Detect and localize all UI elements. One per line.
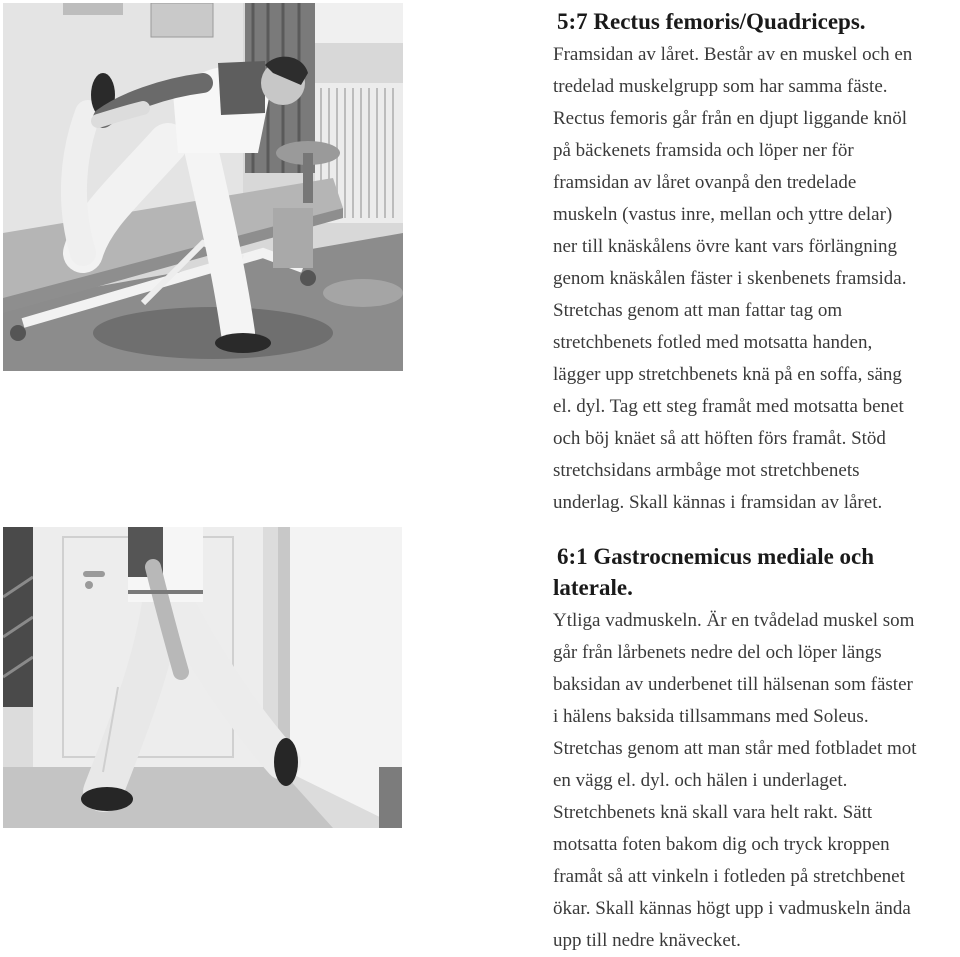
text-line: el. dyl. Tag ett steg framåt med motsatta benet bbox=[553, 396, 904, 417]
gastrocnemius-description bbox=[553, 605, 960, 957]
text-line: motsatta foten bakom dig och tryck kroppen bbox=[553, 834, 890, 855]
text-line: Rectus femoris går från en djupt liggande knöl bbox=[553, 108, 908, 129]
text-line: underlag. Skall kännas i framsidan av låret. bbox=[553, 492, 883, 513]
text-line: i hälens baksida tillsammans med Soleus. bbox=[553, 706, 869, 727]
text-line: upp till nedre knävecket. bbox=[553, 930, 741, 951]
text-line: på bäckenets framsida och löper ner för bbox=[553, 140, 854, 161]
text-line: muskeln (vastus inre, mellan och yttre delar) bbox=[553, 204, 893, 225]
text-line: Framsidan av låret. Består av en muskel och en bbox=[553, 44, 913, 65]
quadriceps-heading bbox=[553, 6, 960, 37]
quadriceps-section bbox=[553, 6, 960, 519]
text-line: lägger upp stretchbenets knä på en soffa, säng bbox=[553, 364, 902, 385]
text-line: Stretchas genom att man fattar tag om bbox=[553, 300, 843, 321]
text-line: Ytliga vadmuskeln. Är en tvådelad muskel som bbox=[553, 610, 915, 631]
text-line: stretchsidans armbåge mot stretchbenets bbox=[553, 460, 860, 481]
text-line: stretchbenets fotled med motsatta handen, bbox=[553, 332, 873, 353]
gastrocnemius-heading bbox=[553, 541, 960, 603]
heading-line: laterale. bbox=[553, 575, 633, 600]
quadriceps-stretch-photo bbox=[3, 3, 403, 371]
text-line: en vägg el. dyl. och hälen i underlaget. bbox=[553, 770, 848, 791]
text-line: ökar. Skall kännas högt upp i vadmuskeln ända bbox=[553, 898, 911, 919]
text-line: och böj knäet så att höften förs framåt. Stöd bbox=[553, 428, 886, 449]
text-line: tredelad muskelgrupp som har samma fäste. bbox=[553, 76, 888, 97]
calf-stretch-illustration bbox=[3, 527, 402, 828]
heading-line: 6:1 Gastrocnemicus mediale och bbox=[557, 544, 875, 569]
quadriceps-stretch-illustration bbox=[3, 3, 403, 371]
text-line: Stretchas genom att man står med fotbladet mot bbox=[553, 738, 917, 759]
text-line: Stretchbenets knä skall vara helt rakt. Sätt bbox=[553, 802, 873, 823]
text-line: går från lårbenets nedre del och löper längs bbox=[553, 642, 882, 663]
text-line: framåt så att vinkeln i fotleden på stretchbenet bbox=[553, 866, 905, 887]
quadriceps-description bbox=[553, 39, 960, 519]
text-line: framsidan av låret ovanpå den tredelade bbox=[553, 172, 857, 193]
text-line: ner till knäskålens övre kant vars förlängning bbox=[553, 236, 898, 257]
text-line: baksidan av underbenet till hälsenan som fäster bbox=[553, 674, 913, 695]
heading-line: 5:7 Rectus femoris/Quadriceps. bbox=[557, 9, 866, 34]
text-line: genom knäskålen fäster i skenbenets framsida. bbox=[553, 268, 907, 289]
calf-stretch-photo bbox=[3, 527, 402, 828]
gastrocnemius-section bbox=[553, 541, 960, 957]
